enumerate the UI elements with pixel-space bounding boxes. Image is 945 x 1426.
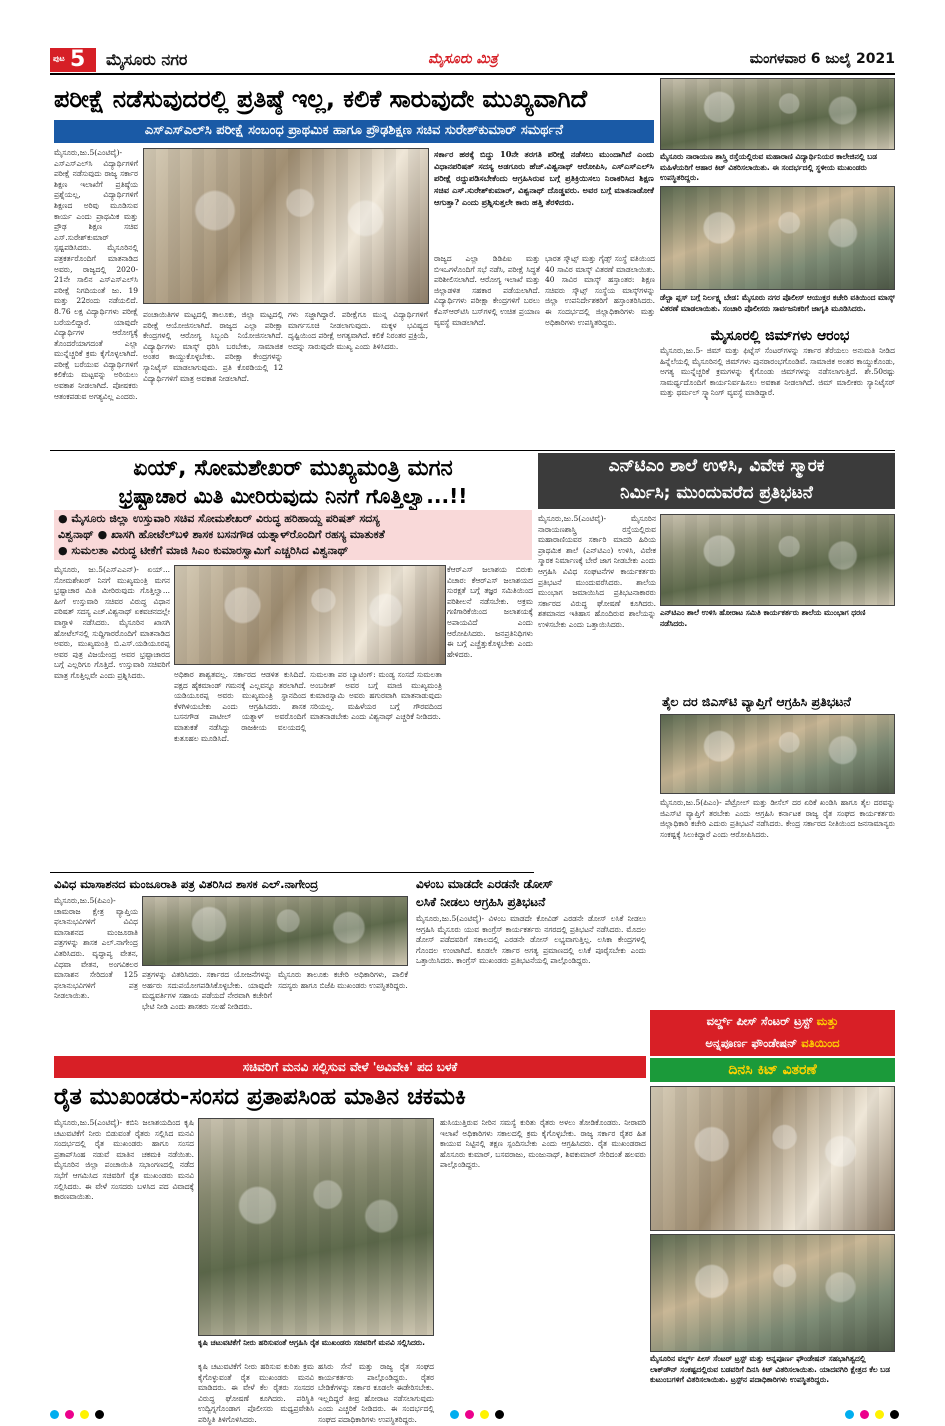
story1-col3: ರಾಜ್ಯದ ಎಲ್ಲಾ ಡಿಡಿಪಿಐ ಮತ್ತು ಬಿಇಒಗಳೊಂದಿಗೆ ಸಭೆ ನಡೆಸಿ, ಪರೀಕ್ಷೆ ಸಿದ್ಧತೆ ಪರಿಶೀಲಿಸಲಾಗಿದೆ. ಆರೋಗ್ಯ ಇಲಾಖೆ ಮತ್ತು ಜಿಲ್ಲಾಡಳಿತ ಸಹಕಾರ ಪಡೆಯಲಾಗಿದೆ. ವಿದ್ಯಾರ್ಥಿಗಳು ಪರೀಕ್ಷಾ ಕೇಂದ್ರಗಳಿಗೆ ಬರಲು ಕೆಎಸ್‌ಆರ್‌ಟಿಸಿ ಬಸ್‌ಗಳಲ್ಲಿ ಉಚಿತ ಪ್ರಯಾಣ ವ್ಯವಸ್ಥೆ ಮಾಡಲಾಗಿದೆ. (434, 254, 540, 327)
story5-headline-2: ಲಸಿಕೆ ನೀಡಲು ಆಗ್ರಹಿಸಿ ಪ್ರತಿಭಟನೆ (416, 895, 546, 909)
cyan-dot (450, 1410, 459, 1419)
magenta-dot (65, 1410, 74, 1419)
ad-strip: ದಿನಸಿ ಕಿಟ್ ವಿತರಣೆ (650, 1058, 895, 1082)
ad-title-1: ವರ್ಲ್ಡ್ ಪೀಸ್ ಸೆಂಟರ್ ಟ್ರಸ್ಟ್ (706, 1014, 813, 1028)
masthead-rule (50, 73, 895, 75)
story1-headline: ಪರೀಕ್ಷೆ ನಡೆಸುವುದರಲ್ಲಿ ಪ್ರತಿಷ್ಠೆ ಇಲ್ಲ, ಕಲಿಕೆ ಸಾರುವುದೇ ಮುಖ್ಯವಾಗಿದೆ (54, 85, 588, 113)
ad-caption: ಮೈಸೂರಿನ ವರ್ಲ್ಡ್ ಪೀಸ್ ಸೆಂಟರ್ ಟ್ರಸ್ಟ್ ಮತ್ತು ಅನ್ನಪೂರ್ಣ ಫೌಂಡೇಷನ್ ಸಹಭಾಗಿತ್ವದಲ್ಲಿ ಲಾಕ್‌ಡೌನ್ ಸಂಕಷ್ಟದಲ್ಲಿರುವ ಬಡವರಿಗೆ ದಿನಸಿ ಕಿಟ್ ವಿತರಿಸಲಾಯಿತು. ಯಾದವಗಿರಿ ಕ್ಷೇತ್ರದ ಕೆಲ ಬಡ ಕುಟುಂಬಗಳಿಗೆ ವಿತರಿಸಲಾಯಿತು. ಟ್ರಸ್ಟ್‌ನ ಪದಾಧಿಕಾರಿಗಳು ಉಪಸ್ಥಿತರಿದ್ದರು. (650, 1354, 891, 1384)
story6-kicker: ಸಚಿವರಿಗೆ ಮನವಿ ಸಲ್ಲಿಸುವ ವೇಳೆ 'ಅವಿವೇಕಿ' ಪದ ಬಳಕೆ (54, 1056, 646, 1078)
paper-name: ಮೈಸೂರು ಮಿತ್ರ (428, 51, 498, 67)
story6-headline: ರೈತ ಮುಖಂಡರು-ಸಂಸದ ಪ್ರತಾಪಸಿಂಹ ಮಾತಿನ ಚಕಮಕಿ (54, 1084, 466, 1110)
story1-subhead: ಎಸ್‌ಎಸ್‌ಎಲ್‌ಸಿ ಪರೀಕ್ಷೆ ಸಂಬಂಧ ಪ್ರಾಥಮಿಕ ಹಾಗೂ ಪ್ರೌಢಶಿಕ್ಷಣ ಸಚಿವ ಸುರೇಶ್‌ಕುಮಾರ್ ಸಮರ್ಥನೆ (54, 120, 654, 143)
story3-body: ಮೈಸೂರು,ಜು.5(ಎಂಟಿವೈ)- ಮೈಸೂರಿನ ನಾರಾಯಣಶಾಸ್ತ್ರಿ ರಸ್ತೆಯಲ್ಲಿರುವ ಮಹಾರಾಣಿಯವರ ಸರ್ಕಾರಿ ಮಾದರಿ ಹಿರಿಯ ಪ್ರಾಥಮಿಕ ಶಾಲೆ (ಎನ್‌ಟಿಎಂ) ಉಳಿಸಿ, ವಿವೇಕ ಸ್ಮಾರಕ ನಿರ್ಮಾಣಕ್ಕೆ ಬೇರೆ ಜಾಗ ನೀಡಬೇಕು ಎಂದು ಆಗ್ರಹಿಸಿ ವಿವಿಧ ಸಂಘಟನೆಗಳ ಕಾರ್ಯಕರ್ತರು ಪ್ರತಿಭಟನೆ ಮುಂದುವರೆಸಿದರು. ಶಾಲೆಯ ಮುಂಭಾಗ ಜಮಾಯಿಸಿದ ಪ್ರತಿಭಟನಾಕಾರರು ಸರ್ಕಾರದ ವಿರುದ್ಧ ಘೋಷಣೆ ಕೂಗಿದರು. ಶತಮಾನದ ಇತಿಹಾಸ ಹೊಂದಿರುವ ಶಾಲೆಯನ್ನು ಉಳಿಸಬೇಕು ಎಂದು ಒತ್ತಾಯಿಸಿದರು. (538, 514, 656, 629)
story3-subheadline: ತೈಲ ದರ ಜಿಎಸ್‌ಟಿ ವ್ಯಾಪ್ತಿಗೆ ಆಗ್ರಹಿಸಿ ಪ್ರತಿಭಟನೆ (662, 694, 851, 709)
story1-lead-quote: ಸರ್ಕಾರ ಹಠಕ್ಕೆ ಬಿದ್ದು 10ನೇ ತರಗತಿ ಪರೀಕ್ಷೆ ನಡೆಸಲು ಮುಂದಾಗಿದೆ ಎಂದು ವಿಧಾನಪರಿಷತ್ ಸದಸ್ಯ ಅಡಗೂರು ಹೆಚ್.ವಿಶ್ವನಾಥ್ ಆರೋಪಿಸಿ, ಎಸ್‌ಎಸ್‌ಎಲ್‌ಸಿ ಪರೀಕ್ಷೆ ರದ್ದುಪಡಿಸಬೇಕೆಂದು ಆಗ್ರಹಿಸಿರುವ ಬಗ್ಗೆ ಪ್ರತಿಕ್ರಿಯಿಸಲು ನಿರಾಕರಿಸಿದ ಶಿಕ್ಷಣ ಸಚಿವ ಎಸ್.ಸುರೇಶ್‌ಕುಮಾರ್, ವಿಶ್ವನಾಥ್ ದೊಡ್ಡವರು. ಅವರ ಬಗ್ಗೆ ಮಾತನಾಡೋಕೆ ಆಗುತ್ತಾ? ಎಂದು ಪ್ರಶ್ನಿಸುತ್ತಲೇ ಕಾರು ಹತ್ತಿ ತೆರಳಿದರು. (434, 149, 654, 207)
story4-headline: ವಿವಿಧ ಮಾಸಾಶನದ ಮಂಜೂರಾತಿ ಪತ್ರ ವಿತರಿಸಿದ ಶಾಸಕ ಎಲ್.ನಾಗೇಂದ್ರ (54, 877, 319, 891)
story2-headline-2: ಭ್ರಷ್ಟಾಚಾರ ಮಿತಿ ಮೀರಿರುವುದು ನಿನಗೆ ಗೊತ್ತಿಲ್ವಾ...!! (118, 484, 468, 508)
story5-body: ಮೈಸೂರು,ಜು.5(ಎಂಟಿವೈ)- ವಿಳಂಬ ಮಾಡದೇ ಕೋವಿಡ್ ಎರಡನೇ ಡೋಸ್ ಲಸಿಕೆ ನೀಡಲು ಆಗ್ರಹಿಸಿ ಮೈಸೂರು ಯುವ ಕಾಂಗ್ರೆಸ್ ಕಾರ್ಯಕರ್ತರು ನಗರದಲ್ಲಿ ಪ್ರತಿಭಟನೆ ನಡೆಸಿದರು. ಮೊದಲ ಡೋಸ್ ಪಡೆದವರಿಗೆ ಸಕಾಲದಲ್ಲಿ ಎರಡನೇ ಡೋಸ್ ಲಭ್ಯವಾಗುತ್ತಿಲ್ಲ. ಲಸಿಕಾ ಕೇಂದ್ರಗಳಲ್ಲಿ ಗೊಂದಲ ಉಂಟಾಗಿದೆ. ಕೂಡಲೇ ಸರ್ಕಾರ ಅಗತ್ಯ ಪ್ರಮಾಣದಲ್ಲಿ ಲಸಿಕೆ ಪೂರೈಸಬೇಕು ಎಂದು ಒತ್ತಾಯಿಸಿದರು. ಕಾಂಗ್ರೆಸ್ ಮುಖಂಡರು ಪ್ರತಿಭಟನೆಯಲ್ಲಿ ಪಾಲ್ಗೊಂಡಿದ್ದರು. (416, 914, 646, 966)
story1-photo (143, 148, 429, 304)
divider-2 (50, 872, 534, 873)
story6-col1: ಮೈಸೂರು,ಜು.5(ಎಂಟಿವೈ)- ಕಬಿನಿ ಜಲಾಶಯದಿಂದ ಕೃಷಿ ಚಟುವಟಿಕೆಗೆ ನೀರು ಬಿಡುವಂತೆ ರೈತರು ಸಲ್ಲಿಸಿದ ಮನವಿ ಸಂದರ್ಭದಲ್ಲಿ ರೈತ ಮುಖಂಡರು ಹಾಗೂ ಸಂಸದ ಪ್ರತಾಪ್‌ಸಿಂಹ ನಡುವೆ ಮಾತಿನ ಚಕಮಕಿ ನಡೆಯಿತು. ಮೈಸೂರಿನ ಜಿಲ್ಲಾ ಪಂಚಾಯಿತಿ ಸಭಾಂಗಣದಲ್ಲಿ ನಡೆದ ಸಭೆಗೆ ಆಗಮಿಸಿದ ಸಚಿವರಿಗೆ ರೈತ ಮುಖಂಡರು ಮನವಿ ಸಲ್ಲಿಸಿದರು. ಈ ವೇಳೆ ಸಂಸದರು ಬಳಸಿದ ಪದ ವಿವಾದಕ್ಕೆ ಕಾರಣವಾಯಿತು. (54, 1118, 194, 1202)
story1-col4: ಭಾರತ ಸ್ಕೌಟ್ಸ್ ಮತ್ತು ಗೈಡ್ಸ್ ಸಂಸ್ಥೆ ವತಿಯಿಂದ 40 ಸಾವಿರ ಮಾಸ್ಕ್ ವಿತರಣೆ ಮಾಡಲಾಯಿತು. 40 ಸಾವಿರ ಮಾಸ್ಕ್ ಹಸ್ತಾಂತರ: ಶಿಕ್ಷಣ ಸಚಿವರು ಸ್ಕೌಟ್ಸ್ ಸಂಸ್ಥೆಯ ಮಾಸ್ಕ್‌ಗಳನ್ನು ಜಿಲ್ಲಾ ಉಪನಿರ್ದೇಶಕರಿಗೆ ಹಸ್ತಾಂತರಿಸಿದರು. ಈ ಸಂದರ್ಭದಲ್ಲಿ ಜಿಲ್ಲಾಧಿಕಾರಿಗಳು ಮತ್ತು ಅಧಿಕಾರಿಗಳು ಉಪಸ್ಥಿತರಿದ್ದರು. (545, 254, 655, 327)
cyan-dot (845, 1410, 854, 1419)
ad-title-2: ಅನ್ನಪೂರ್ಣ ಫೌಂಡೇಷನ್ (705, 1036, 798, 1050)
ad-photo-1 (650, 1086, 895, 1231)
story3-caption: ಎನ್‌ಟಿಎಂ ಶಾಲೆ ಉಳಿಸಿ ಹೋರಾಟ ಸಮಿತಿ ಕಾರ್ಯಕರ್ತರು ಶಾಲೆಯ ಮುಂಭಾಗ ಧರಣಿ ನಡೆಸಿದರು. (660, 608, 866, 628)
page-number-box (50, 48, 96, 72)
story1-col2a: ಪಂಚಾಯಿತಿಗಳ ಮಟ್ಟದಲ್ಲಿ ತಾಲೂಕು, ಜಿಲ್ಲಾ ಮಟ್ಟದಲ್ಲಿ ಪರೀಕ್ಷೆ ಆಯೋಜಿಸಲಾಗಿದೆ. ರಾಜ್ಯದ ಎಲ್ಲಾ ಪರೀಕ್ಷಾ ಕೇಂದ್ರಗಳಲ್ಲಿ ಆರೋಗ್ಯ ಸಿಬ್ಬಂದಿ ನಿಯೋಜಿಸಲಾಗಿದೆ. ವಿದ್ಯಾರ್ಥಿಗಳು ಮಾಸ್ಕ್ ಧರಿಸಿ ಬರಬೇಕು, ಸಾಮಾಜಿಕ ಅಂತರ ಕಾಯ್ದುಕೊಳ್ಳಬೇಕು. ಪರೀಕ್ಷಾ ಕೇಂದ್ರಗಳನ್ನು ಸ್ಯಾನಿಟೈಸ್ ಮಾಡಲಾಗುವುದು. ಪ್ರತಿ ಕೊಠಡಿಯಲ್ಲಿ 12 ವಿದ್ಯಾರ್ಥಿಗಳಿಗೆ ಮಾತ್ರ ಅವಕಾಶ ನೀಡಲಾಗಿದೆ. (143, 310, 283, 383)
story2-bullet: ● ಸುಮಲತಾ ವಿರುದ್ಧ ಟೀಕೆಗೆ ಮಾಜಿ ಸಿಎಂ ಕುಮಾರಸ್ವಾಮಿಗೆ ಎಚ್ಚರಿಸಿದ ವಿಶ್ವನಾಥ್ (58, 544, 349, 557)
story3-sub-body: ಮೈಸೂರು,ಜು.5(ಪಿಎಂ)- ಪೆಟ್ರೋಲ್ ಮತ್ತು ಡೀಸೆಲ್ ದರ ಏರಿಕೆ ಖಂಡಿಸಿ ಹಾಗೂ ತೈಲ ದರವನ್ನು ಜಿಎಸ್‌ಟಿ ವ್ಯಾಪ್ತಿಗೆ ತರಬೇಕು ಎಂದು ಆಗ್ರಹಿಸಿ ಕರ್ನಾಟಕ ರಾಜ್ಯ ರೈತ ಸಂಘದ ಕಾರ್ಯಕರ್ತರು ಜಿಲ್ಲಾಧಿಕಾರಿ ಕಚೇರಿ ಎದುರು ಪ್ರತಿಭಟನೆ ನಡೆಸಿದರು. ಕೇಂದ್ರ ಸರ್ಕಾರದ ನೀತಿಯಿಂದ ಜನಸಾಮಾನ್ಯರು ಸಂಕಷ್ಟಕ್ಕೆ ಸಿಲುಕಿದ್ದಾರೆ ಎಂದು ಆರೋಪಿಸಿದರು. (660, 798, 895, 839)
yellow-dot (875, 1410, 884, 1419)
magenta-dot (465, 1410, 474, 1419)
side-body-gyms: ಮೈಸೂರು,ಜು.5- ಜಿಮ್ ಮತ್ತು ಫಿಟ್ನೆಸ್ ಸೆಂಟರ್‌ಗಳನ್ನು ಸರ್ಕಾರ ತೆರೆಯಲು ಅನುಮತಿ ನೀಡಿದ ಹಿನ್ನೆಲೆಯಲ್ಲಿ ಮೈಸೂರಿನಲ್ಲಿ ಜಿಮ್‌ಗಳು ಪುನರಾರಂಭಗೊಂಡಿವೆ. ಸಾಮಾಜಿಕ ಅಂತರ ಕಾಯ್ದುಕೊಂಡು, ಅಗತ್ಯ ಮುನ್ನೆಚ್ಚರಿಕೆ ಕ್ರಮಗಳನ್ನು ಕೈಗೊಂಡು ಜಿಮ್‌ಗಳನ್ನು ನಡೆಸಲಾಗುತ್ತಿದೆ. ಶೇ.50ರಷ್ಟು ಸಾಮರ್ಥ್ಯದೊಂದಿಗೆ ಕಾರ್ಯನಿರ್ವಹಿಸಲು ಅವಕಾಶ ನೀಡಲಾಗಿದೆ. ಜಿಮ್ ಮಾಲೀಕರು ಸ್ಯಾನಿಟೈಸರ್ ಮತ್ತು ಥರ್ಮಲ್ ಸ್ಕ್ಯಾನಿಂಗ್ ವ್ಯವಸ್ಥೆ ಮಾಡಿದ್ದಾರೆ. (660, 346, 895, 398)
story2-summary-box (54, 510, 532, 560)
ad-title-by: ವತಿಯಿಂದ (801, 1036, 840, 1050)
story5-headline-1: ವಿಳಂಬ ಮಾಡದೇ ಎರಡನೇ ಡೋಸ್ (416, 877, 554, 891)
story6-col3: ಹಸಿರು ಸೇನೆ ಮತ್ತು ರಾಜ್ಯ ರೈತ ಸಂಘದ ಕಾರ್ಯಕರ್ತರು ಪಾಲ್ಗೊಂಡಿದ್ದರು. ರೈತರ ಬೇಡಿಕೆಗಳನ್ನು ಸರ್ಕಾರ ಕೂಡಲೇ ಈಡೇರಿಸಬೇಕು. ಇಲ್ಲದಿದ್ದರೆ ತೀವ್ರ ಹೋರಾಟ ನಡೆಸಲಾಗುವುದು ಎಂದು ಎಚ್ಚರಿಕೆ ನೀಡಿದರು. ಈ ಸಂದರ್ಭದಲ್ಲಿ ಸಂಘದ ಪದಾಧಿಕಾರಿಗಳು ಉಪಸ್ಥಿತರಿದ್ದರು. (318, 1362, 434, 1424)
story2-bullet: ● ಮೈಸೂರು ಜಿಲ್ಲಾ ಉಸ್ತುವಾರಿ ಸಚಿವ ಸೋಮಶೇಖರ್ ವಿರುದ್ಧ ಹರಿಹಾಯ್ದ ಪರಿಷತ್ ಸದಸ್ಯ (58, 512, 380, 525)
story3-headline-1: ಎನ್‌ಟಿಎಂ ಶಾಲೆ ಉಳಿಸಿ, ವಿವೇಕ ಸ್ಮಾರಕ (608, 456, 825, 476)
page-label: ಪುಟ (53, 54, 65, 63)
black-dot (495, 1410, 504, 1419)
story1-col2b: ಗಳು ಸಜ್ಜಾಗಿದ್ದಾರೆ. ಪರೀಕ್ಷೆಗೂ ಮುನ್ನ ವಿದ್ಯಾರ್ಥಿಗಳಿಗೆ ಮಾರ್ಗಸೂಚಿ ನೀಡಲಾಗುವುದು. ಮಕ್ಕಳ ಭವಿಷ್ಯದ ದೃಷ್ಟಿಯಿಂದ ಪರೀಕ್ಷೆ ಅಗತ್ಯವಾಗಿದೆ. ಕಲಿಕೆ ನಿರಂತರ ಪ್ರಕ್ರಿಯೆ, ಅದನ್ನು ಸಾರುವುದೇ ಮುಖ್ಯ ಎಂದು ತಿಳಿಸಿದರು. (288, 310, 428, 351)
story2-col1: ಮೈಸೂರು, ಜು.5(ಎಸ್‌ಎಎನ್)- ಏಯ್... ಸೋಮಶೇಖರ್ ನಿನಗೆ ಮುಖ್ಯಮಂತ್ರಿ ಮಗನ ಭ್ರಷ್ಟಾಚಾರ ಮಿತಿ ಮೀರಿರುವುದು ಗೊತ್ತಿಲ್ವಾ... ಹೀಗೆ ಉಸ್ತುವಾರಿ ಸಚಿವರ ವಿರುದ್ಧ ವಿಧಾನ ಪರಿಷತ್ ಸದಸ್ಯ ಎಚ್.ವಿಶ್ವನಾಥ್ ಏಕವಚನದಲ್ಲೇ ವಾಗ್ದಾಳಿ ನಡೆಸಿದರು. ಮೈಸೂರಿನ ಖಾಸಗಿ ಹೋಟೆಲ್‌ನಲ್ಲಿ ಸುದ್ದಿಗಾರರೊಂದಿಗೆ ಮಾತನಾಡಿದ ಅವರು, ಮುಖ್ಯಮಂತ್ರಿ ಬಿ.ಎಸ್.ಯಡಿಯೂರಪ್ಪ ಅವರ ಪುತ್ರ ವಿಜಯೇಂದ್ರ ಅವರ ಭ್ರಷ್ಟಾಚಾರದ ಬಗ್ಗೆ ಎಲ್ಲರಿಗೂ ಗೊತ್ತಿದೆ. ಉಸ್ತುವಾರಿ ಸಚಿವರಿಗೆ ಮಾತ್ರ ಗೊತ್ತಿಲ್ಲವೇ ಎಂದು ಪ್ರಶ್ನಿಸಿದರು. (54, 565, 170, 680)
black-dot (890, 1410, 899, 1419)
page-number: 5 (70, 47, 86, 72)
registration-marks-right (845, 1410, 899, 1419)
cyan-dot (50, 1410, 59, 1419)
story4-body: ಮೈಸೂರು,ಜು.5(ಪಿಎಂ)- ಚಾಮರಾಜ ಕ್ಷೇತ್ರ ವ್ಯಾಪ್ತಿಯ ಫಲಾನುಭವಿಗಳಿಗೆ ವಿವಿಧ ಮಾಸಾಶನದ ಮಂಜೂರಾತಿ ಪತ್ರಗಳನ್ನು ಶಾಸಕ ಎಲ್.ನಾಗೇಂದ್ರ ವಿತರಿಸಿದರು. ವೃದ್ಧಾಪ್ಯ ವೇತನ, ವಿಧವಾ ವೇತನ, ಅಂಗವಿಕಲರ ಮಾಸಾಶನ ಸೇರಿದಂತೆ 125 ಫಲಾನುಭವಿಗಳಿಗೆ ಪತ್ರ ನೀಡಲಾಯಿತು. (54, 896, 138, 1001)
ad-title-and: ಮತ್ತು (816, 1014, 839, 1028)
story6-photo (198, 1118, 434, 1336)
story6-photo-caption: ಕೃಷಿ ಚಟುವಟಿಕೆಗೆ ನೀರು ಹರಿಸುವಂತೆ ಆಗ್ರಹಿಸಿ ರೈತ ಮುಖಂಡರು ಸಚಿವರಿಗೆ ಮನವಿ ಸಲ್ಲಿಸಿದರು. (198, 1338, 425, 1347)
story2-photo (174, 565, 446, 665)
side-headline-gyms: ಮೈಸೂರಲ್ಲಿ ಜಿಮ್‌ಗಳು ಆರಂಭ (710, 328, 850, 344)
ad-photo-2 (650, 1234, 895, 1352)
side-photo-mid (660, 186, 895, 290)
story2-col4: ಕೆಆರ್‌ಎಸ್ ಜಲಾಶಯ ಬಿರುಕು ವಿಚಾರ: ಕೆಆರ್‌ಎಸ್ ಜಲಾಶಯದ ಸುರಕ್ಷತೆ ಬಗ್ಗೆ ತಜ್ಞರ ಸಮಿತಿಯಿಂದ ಪರಿಶೀಲನೆ ನಡೆಸಬೇಕು. ಅಕ್ರಮ ಗಣಿಗಾರಿಕೆಯಿಂದ ಜಲಾಶಯಕ್ಕೆ ಅಪಾಯವಿದೆ ಎಂದು ಆರೋಪಿಸಿದರು. ಜನಪ್ರತಿನಿಧಿಗಳು ಈ ಬಗ್ಗೆ ಎಚ್ಚೆತ್ತುಕೊಳ್ಳಬೇಕು ಎಂದು ಹೇಳಿದರು. (447, 565, 533, 659)
story3-headline-box (538, 453, 895, 509)
black-dot (95, 1410, 104, 1419)
side-caption-mid: ಡೆಲ್ಟಾ ಪ್ಲಸ್ ಬಗ್ಗೆ ನಿರ್ಲಕ್ಷ್ಯ ಬೇಡ: ಮೈಸೂರು ನಗರ ಪೊಲೀಸ್ ಆಯುಕ್ತರ ಕಚೇರಿ ವತಿಯಿಂದ ಮಾಸ್ಕ್ ವಿತರಣೆ ಮಾಡಲಾಯಿತು. ಸಂಚಾರಿ ಪೊಲೀಸರು ಸಾರ್ವಜನಿಕರಿಗೆ ಜಾಗೃತಿ ಮೂಡಿಸಿದರು. (660, 293, 895, 313)
registration-marks-left (50, 1410, 104, 1419)
story3-photo (660, 514, 895, 606)
divider-1 (50, 450, 895, 451)
story1-col1: ಮೈಸೂರು,ಜು.5(ಎಂಟಿವೈ)- ಎಸ್‌ಎಸ್‌ಎಲ್‌ಸಿ ವಿದ್ಯಾರ್ಥಿಗಳಿಗೆ ಪರೀಕ್ಷೆ ನಡೆಸುವುದು ರಾಜ್ಯ ಸರ್ಕಾರ ಶಿಕ್ಷಣ ಇಲಾಖೆಗೆ ಪ್ರತಿಷ್ಠೆಯ ಪ್ರಶ್ನೆಯಲ್ಲ, ವಿದ್ಯಾರ್ಥಿಗಳಿಗೆ ಶಿಕ್ಷಣದ ಅರಿವು ಮೂಡಿಸುವ ಕಾರ್ಯ ಎಂದು ಪ್ರಾಥಮಿಕ ಮತ್ತು ಪ್ರೌಢ ಶಿಕ್ಷಣ ಸಚಿವ ಎಸ್.ಸುರೇಶ್‌ಕುಮಾರ್ ಸ್ಪಷ್ಟಪಡಿಸಿದರು. ಮೈಸೂರಿನಲ್ಲಿ ಪತ್ರಕರ್ತರೊಂದಿಗೆ ಮಾತನಾಡಿದ ಅವರು, ರಾಜ್ಯದಲ್ಲಿ 2020-21ನೇ ಸಾಲಿನ ಎಸ್‌ಎಸ್‌ಎಲ್‌ಸಿ ಪರೀಕ್ಷೆ ನಿಗದಿಯಂತೆ ಜು. 19 ಮತ್ತು 22ರಂದು ನಡೆಯಲಿದೆ. 8.76 ಲಕ್ಷ ವಿದ್ಯಾರ್ಥಿಗಳು ಪರೀಕ್ಷೆ ಬರೆಯಲಿದ್ದಾರೆ. ಯಾವುದೇ ವಿದ್ಯಾರ್ಥಿಗಳ ಆರೋಗ್ಯಕ್ಕೆ ತೊಂದರೆಯಾಗದಂತೆ ಎಲ್ಲಾ ಮುನ್ನೆಚ್ಚರಿಕೆ ಕ್ರಮ ಕೈಗೊಳ್ಳಲಾಗಿದೆ. ಪರೀಕ್ಷೆ ಬರೆಯುವ ವಿದ್ಯಾರ್ಥಿಗಳಿಗೆ ಕಲಿಕೆಯ ಮಟ್ಟವನ್ನು ಅರಿಯಲು ಅವಕಾಶ ನೀಡಲಾಗಿದೆ. ಪೋಷಕರು ಆತಂಕಪಡುವ ಅಗತ್ಯವಿಲ್ಲ ಎಂದರು. (54, 148, 138, 401)
side-caption-top: ಮೈಸೂರು ನಾರಾಯಣ ಶಾಸ್ತ್ರಿ ರಸ್ತೆಯಲ್ಲಿರುವ ಮಹಾರಾಣಿ ವಿದ್ಯಾರ್ಥಿನಿಯರ ಕಾಲೇಜಿನಲ್ಲಿ ಬಡ ಮಹಿಳೆಯರಿಗೆ ಆಹಾರ ಕಿಟ್ ವಿತರಿಸಲಾಯಿತು. ಈ ಸಂದರ್ಭದಲ್ಲಿ ಸ್ಥಳೀಯ ಮುಖಂಡರು ಉಪಸ್ಥಿತರಿದ್ದರು. (660, 152, 877, 182)
ad-title-box (650, 1010, 895, 1056)
side-photo-top (660, 78, 895, 150)
story2-bullet: ವಿಶ್ವನಾಥ್ ● ಖಾಸಗಿ ಹೋಟೆಲ್‌ಬಳಿ ಶಾಸಕ ಬಸನಗೌಡ ಯತ್ನಾಳ್‌ರೊಂದಿಗೆ ರಹಸ್ಯ ಮಾತುಕತೆ (58, 528, 385, 541)
story2-headline-1: ಏಯ್, ಸೋಮಶೇಖರ್ ಮುಖ್ಯಮಂತ್ರಿ ಮಗನ (133, 456, 453, 481)
story4-photo (142, 896, 408, 966)
date-line: ಮಂಗಳವಾರ 6 ಜುಲೈ 2021 (749, 51, 895, 67)
story2-col3: ಸುಮಲತಾ ಪರ ಬ್ಯಾಟಿಂಗ್: ಮಂಡ್ಯ ಸಂಸದೆ ಸುಮಲತಾ ಅಂಬರೀಶ್ ಅವರ ಬಗ್ಗೆ ಮಾಜಿ ಮುಖ್ಯಮಂತ್ರಿ ಕುಮಾರಸ್ವಾಮಿ ಅವರು ಹಗುರವಾಗಿ ಮಾತನಾಡುವುದು ಸರಿಯಲ್ಲ. ಮಹಿಳೆಯರ ಬಗ್ಗೆ ಗೌರವದಿಂದ ಮಾತನಾಡಬೇಕು ಎಂದು ವಿಶ್ವನಾಥ್ ಎಚ್ಚರಿಕೆ ನೀಡಿದರು. (310, 670, 442, 722)
registration-marks-center (450, 1410, 504, 1419)
story2-col2: ಅಧಿಕಾರ ಶಾಶ್ವತವಲ್ಲ. ಸರ್ಕಾರದ ಆಡಳಿತ ಕುಸಿದಿದೆ. ಪಕ್ಷದ ಹೈಕಮಾಂಡ್ ಗಮನಕ್ಕೆ ಎಲ್ಲವನ್ನೂ ತರಲಾಗಿದೆ. ಯಡಿಯೂರಪ್ಪ ಅವರು ಮುಖ್ಯಮಂತ್ರಿ ಸ್ಥಾನದಿಂದ ಕೆಳಗಿಳಿಯಬೇಕು ಎಂದು ಆಗ್ರಹಿಸಿದರು. ಶಾಸಕ ಬಸನಗೌಡ ಪಾಟೀಲ್ ಯತ್ನಾಳ್ ಅವರೊಂದಿಗೆ ಮಾತುಕತೆ ನಡೆಸಿದ್ದು ರಾಜಕೀಯ ವಲಯದಲ್ಲಿ ಕುತೂಹಲ ಮೂಡಿಸಿದೆ. (174, 670, 306, 743)
story3-photo-2 (660, 714, 895, 794)
yellow-dot (80, 1410, 89, 1419)
section-title: ಮೈಸೂರು ನಗರ (106, 50, 188, 69)
yellow-dot (480, 1410, 489, 1419)
masthead (50, 48, 895, 74)
story6-col4: ಹುಸಿಯುತ್ತಿರುವ ನೀರಿನ ಸಮಸ್ಯೆ ಕುರಿತು ರೈತರು ಅಳಲು ತೋಡಿಕೊಂಡರು. ನೀರಾವರಿ ಇಲಾಖೆ ಅಧಿಕಾರಿಗಳು ಸಕಾಲದಲ್ಲಿ ಕ್ರಮ ಕೈಗೊಳ್ಳಬೇಕು. ರಾಜ್ಯ ಸರ್ಕಾರ ರೈತರ ಹಿತ ಕಾಯುವ ನಿಟ್ಟಿನಲ್ಲಿ ತಕ್ಷಣ ಸ್ಪಂದಿಸಬೇಕು ಎಂದು ಆಗ್ರಹಿಸಿದರು. ರೈತ ಮುಖಂಡರಾದ ಹೊಸೂರು ಕುಮಾರ್, ಬಸವರಾಜು, ಮಂಜುನಾಥ್, ಶಿವಕುಮಾರ್ ಸೇರಿದಂತೆ ಹಲವರು ಪಾಲ್ಗೊಂಡಿದ್ದರು. (440, 1118, 646, 1170)
story4-body3: ಮೈಸೂರು ತಾಲೂಕು ಕಚೇರಿ ಅಧಿಕಾರಿಗಳು, ಪಾಲಿಕೆ ಸದಸ್ಯರು ಹಾಗೂ ಬಿಜೆಪಿ ಮುಖಂಡರು ಉಪಸ್ಥಿತರಿದ್ದರು. (278, 970, 408, 990)
story3-headline-2: ನಿರ್ಮಿಸಿ; ಮುಂದುವರೆದ ಪ್ರತಿಭಟನೆ (620, 483, 813, 503)
story6-col2: ಕೃಷಿ ಚಟುವಟಿಕೆಗೆ ನೀರು ಹರಿಸುವ ಕುರಿತು ಕ್ರಮ ಕೈಗೊಳ್ಳುವಂತೆ ರೈತ ಮುಖಂಡರು ಮನವಿ ಮಾಡಿದರು. ಈ ವೇಳೆ ಕೆಲ ರೈತರು ಸಂಸದರ ವಿರುದ್ಧ ಘೋಷಣೆ ಕೂಗಿದರು. ಪರಿಸ್ಥಿತಿ ಉದ್ವಿಗ್ನಗೊಂಡಾಗ ಪೊಲೀಸರು ಮಧ್ಯಪ್ರವೇಶಿಸಿ ಪರಿಸ್ಥಿತಿ ತಿಳಿಗೊಳಿಸಿದರು. (198, 1362, 314, 1424)
magenta-dot (860, 1410, 869, 1419)
ad-box (650, 1010, 895, 1405)
story4-body2: ಪತ್ರಗಳನ್ನು ವಿತರಿಸಿದರು. ಸರ್ಕಾರದ ಯೋಜನೆಗಳನ್ನು ಅರ್ಹರು ಸದುಪಯೋಗಪಡಿಸಿಕೊಳ್ಳಬೇಕು. ಯಾವುದೇ ಮಧ್ಯವರ್ತಿಗಳ ಸಹಾಯ ಪಡೆಯದೆ ನೇರವಾಗಿ ಕಚೇರಿಗೆ ಭೇಟಿ ನೀಡಿ ಎಂದು ಶಾಸಕರು ಸಲಹೆ ನೀಡಿದರು. (142, 970, 272, 1011)
